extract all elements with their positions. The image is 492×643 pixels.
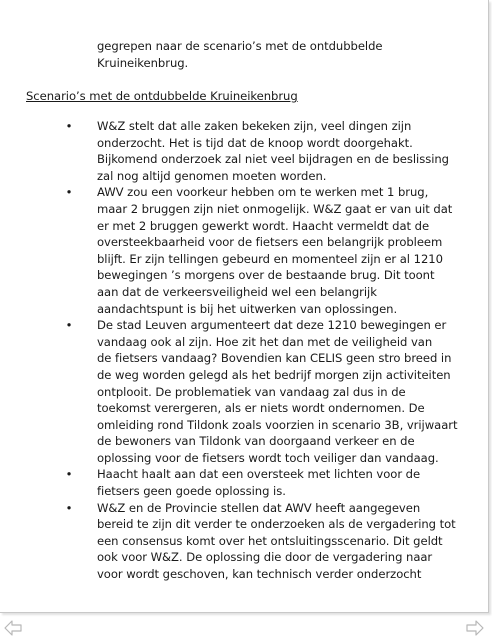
bullet-line: bereid te zijn dit verder te onderzoeken als de vergadering tot: [97, 517, 456, 532]
bullet-line: de weg worden gelegd als het bedrijf morgen zijn activiteiten: [97, 367, 451, 382]
bullet-line: vandaag ook al zijn. Hoe zit het dan met de veiligheid van: [97, 334, 433, 349]
previous-page-button[interactable]: [4, 620, 22, 636]
bullet-marker: •: [65, 318, 73, 333]
bullet-line: AWV zou een voorkeur hebben om te werken met 1 brug,: [97, 185, 429, 200]
bullet-marker: •: [65, 467, 73, 482]
bullet-line: Bijkomend onderzoek zal niet veel bijdragen en de beslissing: [97, 152, 449, 167]
bullet-item: [64, 466, 464, 499]
bullet-line: voor wordt geschoven, kan technisch verder onderzocht: [97, 567, 422, 582]
intro-paragraph: [97, 38, 437, 71]
bullet-line: W&Z stelt dat alle zaken bekeken zijn, veel dingen zijn: [97, 119, 412, 133]
bullet-line: oversteekbaarheid voor de fietsers een belangrijk probleem: [97, 235, 443, 250]
bullet-line: fietsers geen goede oplossing is.: [97, 484, 286, 499]
bullet-list: [64, 118, 464, 583]
bullet-line: zal nog altijd genomen moeten worden.: [97, 168, 327, 183]
bullet-line: ontplooit. De problematiek van vandaag zal dus in de: [97, 384, 406, 399]
bullet-line: maar 2 bruggen zijn niet onmogelijk. W&Z gaat er van uit dat: [97, 201, 453, 216]
bullet-line: er met 2 bruggen gewerkt wordt. Haacht vermeldt dat de: [97, 218, 430, 233]
bullet-line: De stad Leuven argumenteert dat deze 1210 bewegingen er: [97, 318, 447, 333]
intro-line: Kruineikenbrug.: [97, 55, 189, 70]
bullet-line: omleiding rond Tildonk zoals voorzien in scenario 3B, vrijwaart: [97, 417, 458, 432]
bullet-item: [64, 118, 464, 184]
bullet-item: [64, 184, 464, 317]
bullet-line: aandachtspunt is bij het uitwerken van oplossingen.: [97, 301, 398, 316]
bullet-line: de fietsers vandaag? Bovendien kan CELIS geen stro breed in: [97, 351, 452, 366]
bullet-line: de bewoners van Tildonk van doorgaand verkeer en de: [97, 434, 415, 449]
arrow-right-icon: [466, 620, 484, 636]
next-page-button[interactable]: [466, 620, 484, 636]
bullet-marker: •: [65, 119, 73, 133]
bullet-line: oplossing voor de fietsers wordt toch veiliger dan vandaag.: [97, 450, 439, 465]
section-heading: Scenario’s met de ontdubbelde Kruineikenbrug: [26, 89, 298, 103]
bullet-line: onderzocht. Het is tijd dat de knoop wordt doorgehakt.: [97, 135, 413, 150]
bullet-item: [64, 500, 464, 583]
bullet-line: aan dat de verkeersveiligheid wel een belangrijk: [97, 284, 377, 299]
bullet-marker: •: [65, 500, 73, 515]
bullet-line: Haacht haalt aan dat een oversteek met lichten voor de: [97, 467, 421, 482]
bullet-line: een consensus komt over het ontsluitingsscenario. Dit geldt: [97, 533, 443, 548]
bullet-marker: •: [65, 185, 73, 200]
intro-line: gegrepen naar de scenario’s met de ontdubbelde: [97, 39, 383, 53]
arrow-left-icon: [4, 620, 22, 636]
bullet-item: [64, 317, 464, 466]
bullet-line: ook voor W&Z. De oplossing die door de vergadering naar: [97, 550, 433, 565]
bullet-line: W&Z en de Provincie stellen dat AWV heeft aangegeven: [97, 500, 421, 515]
bullet-line: toekomst verergeren, als er niets wordt ondernomen. De: [97, 401, 425, 416]
bullet-line: blijft. Er zijn tellingen gebeurd en momenteel zijn er al 1210: [97, 251, 443, 266]
bullet-line: bewegingen ’s morgens over de bestaande brug. Dit toont: [97, 268, 435, 283]
